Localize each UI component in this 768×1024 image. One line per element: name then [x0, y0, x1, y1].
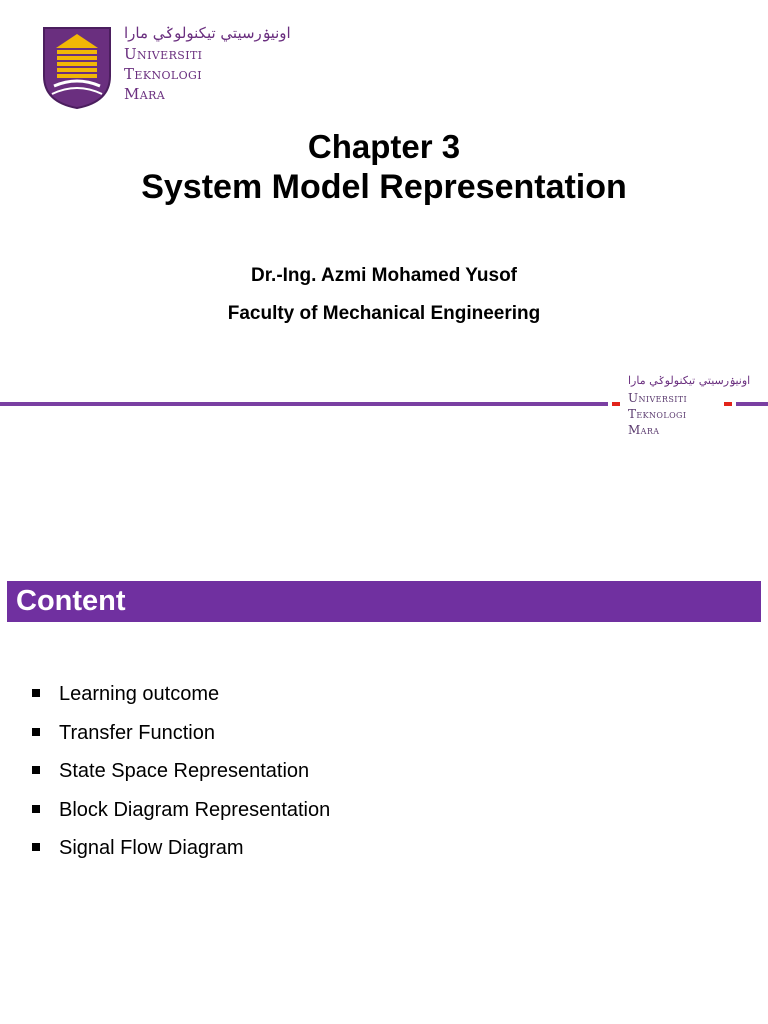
- list-item: [0, 752, 768, 791]
- list-item-text: Transfer Function: [59, 721, 215, 744]
- uitm-logo-small: [628, 372, 751, 438]
- content-slide: [0, 560, 768, 1024]
- author-name: Dr.-Ing. Azmi Mohamed Yusof: [250, 265, 518, 286]
- list-item: [0, 714, 768, 753]
- uitm-logo: [40, 22, 291, 112]
- logo-line-teknologi: Teknologi: [124, 65, 202, 83]
- logo-line-universiti: Universiti: [628, 391, 688, 405]
- square-bullet-icon: [32, 766, 40, 774]
- chapter-heading: Chapter 3: [307, 128, 461, 165]
- jawi-script-text: اونيۏرسيتي تيکنولوݢي مارا: [124, 24, 291, 42]
- content-header-bar: [7, 581, 761, 622]
- list-item-text: State Space Representation: [59, 760, 310, 782]
- list-item-text: Learning outcome: [59, 683, 220, 705]
- logo-line-universiti: Universiti: [124, 45, 203, 63]
- divider-red-mark: [612, 402, 620, 406]
- uitm-crest-icon: [40, 22, 114, 110]
- logo-line-teknologi: Teknologi: [628, 407, 687, 421]
- list-item: [0, 791, 768, 830]
- list-item-text: Signal Flow Diagram: [59, 837, 244, 859]
- uitm-wordmark: [124, 22, 291, 104]
- square-bullet-icon: [32, 805, 40, 813]
- list-item-text: Block Diagram Representation: [59, 798, 331, 821]
- square-bullet-icon: [32, 843, 40, 851]
- logo-line-mara: Mara: [124, 85, 166, 103]
- jawi-script-text: اونيۏرسيتي تيکنولوݢي مارا: [628, 374, 751, 387]
- content-heading: Content: [16, 585, 126, 617]
- content-list: [0, 675, 768, 868]
- slide-title: System Model Representation: [141, 168, 627, 206]
- list-item: [0, 829, 768, 868]
- logo-line-mara: Mara: [628, 423, 660, 437]
- square-bullet-icon: [32, 728, 40, 736]
- square-bullet-icon: [32, 689, 40, 697]
- faculty-name: Faculty of Mechanical Engineering: [227, 303, 541, 324]
- list-item: [0, 675, 768, 714]
